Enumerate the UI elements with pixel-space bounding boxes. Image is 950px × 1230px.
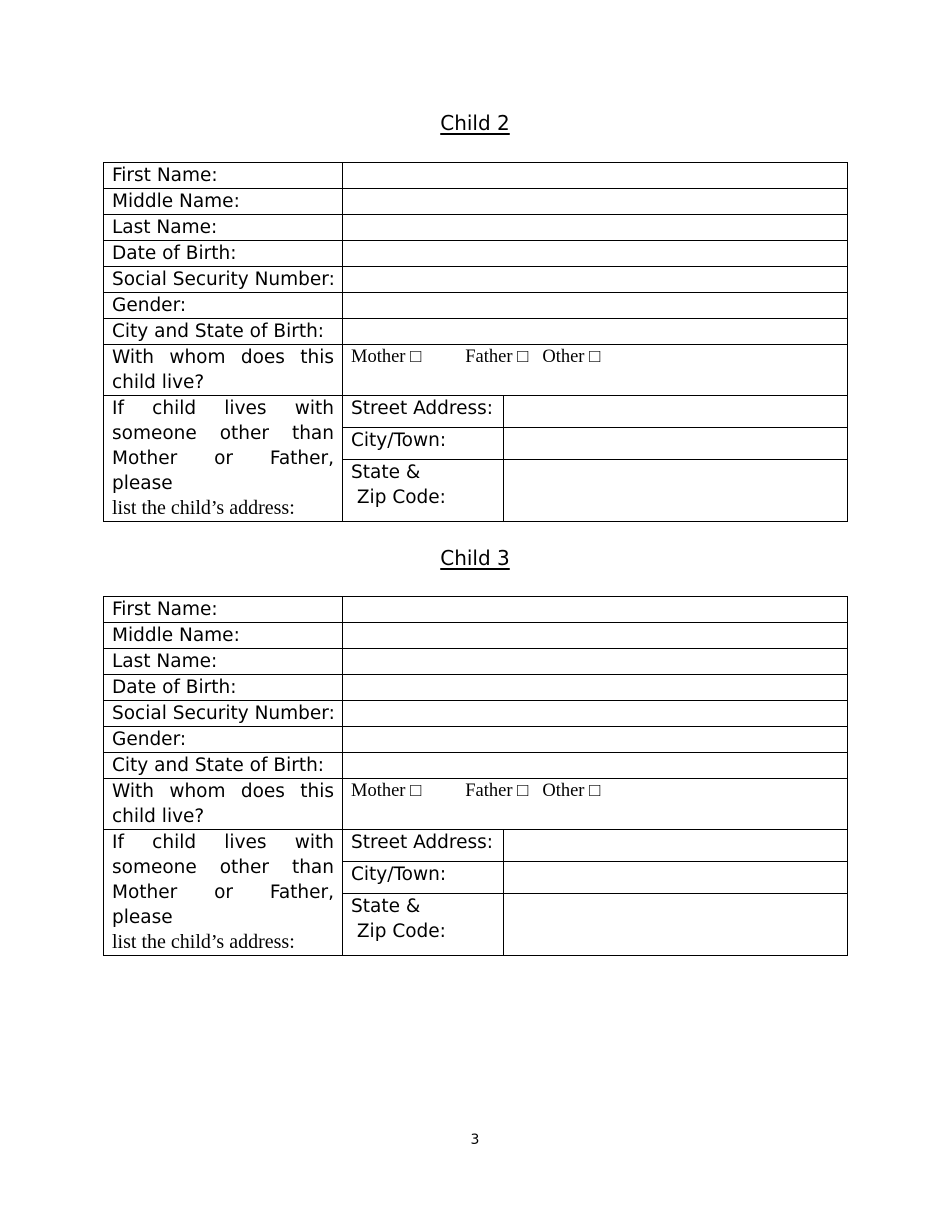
lives-with-line2: child live? <box>112 806 205 827</box>
dob-field[interactable] <box>343 675 848 701</box>
father-checkbox[interactable]: Father □ <box>465 781 529 801</box>
ssn-field[interactable] <box>343 701 848 727</box>
child3-form-table <box>103 596 848 956</box>
middle-name-field[interactable] <box>343 623 848 649</box>
address-instruction-line2: someone other than <box>112 857 334 878</box>
child3-title: Child 3 <box>440 546 510 570</box>
first-name-field[interactable] <box>343 163 848 189</box>
last-name-label: Last Name: <box>104 215 343 241</box>
child2-title: Child 2 <box>440 111 510 135</box>
gender-label: Gender: <box>104 293 343 319</box>
birthplace-label: City and State of Birth: <box>104 753 343 779</box>
address-instruction-line1: If child lives with <box>112 398 334 419</box>
state-zip-label <box>343 459 504 521</box>
first-name-label: First Name: <box>104 163 343 189</box>
address-instruction-line1: If child lives with <box>112 832 334 853</box>
ssn-label: Social Security Number: <box>104 701 343 727</box>
father-checkbox[interactable]: Father □ <box>465 347 529 367</box>
street-address-field[interactable] <box>504 830 848 862</box>
state-label-line1: State & <box>351 895 421 917</box>
dob-field[interactable] <box>343 241 848 267</box>
lives-with-line2: child live? <box>112 372 205 393</box>
city-town-label: City/Town: <box>343 861 504 893</box>
middle-name-label: Middle Name: <box>104 623 343 649</box>
city-town-label: City/Town: <box>343 427 504 459</box>
middle-name-field[interactable] <box>343 189 848 215</box>
address-instruction-line3: Mother or Father, please <box>112 882 334 928</box>
street-address-field[interactable] <box>504 396 848 428</box>
street-address-label: Street Address: <box>343 396 504 428</box>
first-name-field[interactable] <box>343 597 848 623</box>
address-instruction-line3: Mother or Father, please <box>112 448 334 494</box>
ssn-label: Social Security Number: <box>104 267 343 293</box>
ssn-field[interactable] <box>343 267 848 293</box>
last-name-field[interactable] <box>343 649 848 675</box>
lives-with-options <box>343 779 848 830</box>
lives-with-line1: With whom does this <box>112 347 334 368</box>
last-name-label: Last Name: <box>104 649 343 675</box>
lives-with-options <box>343 345 848 396</box>
mother-checkbox[interactable]: Mother □ <box>351 781 422 801</box>
dob-label: Date of Birth: <box>104 241 343 267</box>
other-checkbox[interactable]: Other □ <box>542 781 601 801</box>
mother-checkbox[interactable]: Mother □ <box>351 347 422 367</box>
last-name-field[interactable] <box>343 215 848 241</box>
dob-label: Date of Birth: <box>104 675 343 701</box>
address-instruction-line2: someone other than <box>112 423 334 444</box>
street-address-label: Street Address: <box>343 830 504 862</box>
state-label-line1: State & <box>351 461 421 483</box>
middle-name-label: Middle Name: <box>104 189 343 215</box>
state-zip-field[interactable] <box>504 893 848 955</box>
lives-with-label <box>104 345 343 396</box>
city-town-field[interactable] <box>504 861 848 893</box>
address-instruction-line4: list the child’s address: <box>112 497 295 519</box>
page-number: 3 <box>470 1132 480 1148</box>
first-name-label: First Name: <box>104 597 343 623</box>
birthplace-field[interactable] <box>343 319 848 345</box>
child2-form-table <box>103 162 848 522</box>
birthplace-field[interactable] <box>343 753 848 779</box>
birthplace-label: City and State of Birth: <box>104 319 343 345</box>
gender-field[interactable] <box>343 293 848 319</box>
gender-label: Gender: <box>104 727 343 753</box>
state-zip-label <box>343 893 504 955</box>
address-instruction <box>104 830 343 956</box>
address-instruction <box>104 396 343 522</box>
state-label-line2: Zip Code: <box>351 486 446 508</box>
gender-field[interactable] <box>343 727 848 753</box>
other-checkbox[interactable]: Other □ <box>542 347 601 367</box>
state-zip-field[interactable] <box>504 459 848 521</box>
lives-with-label <box>104 779 343 830</box>
city-town-field[interactable] <box>504 427 848 459</box>
address-instruction-line4: list the child’s address: <box>112 931 295 953</box>
state-label-line2: Zip Code: <box>351 920 446 942</box>
lives-with-line1: With whom does this <box>112 781 334 802</box>
